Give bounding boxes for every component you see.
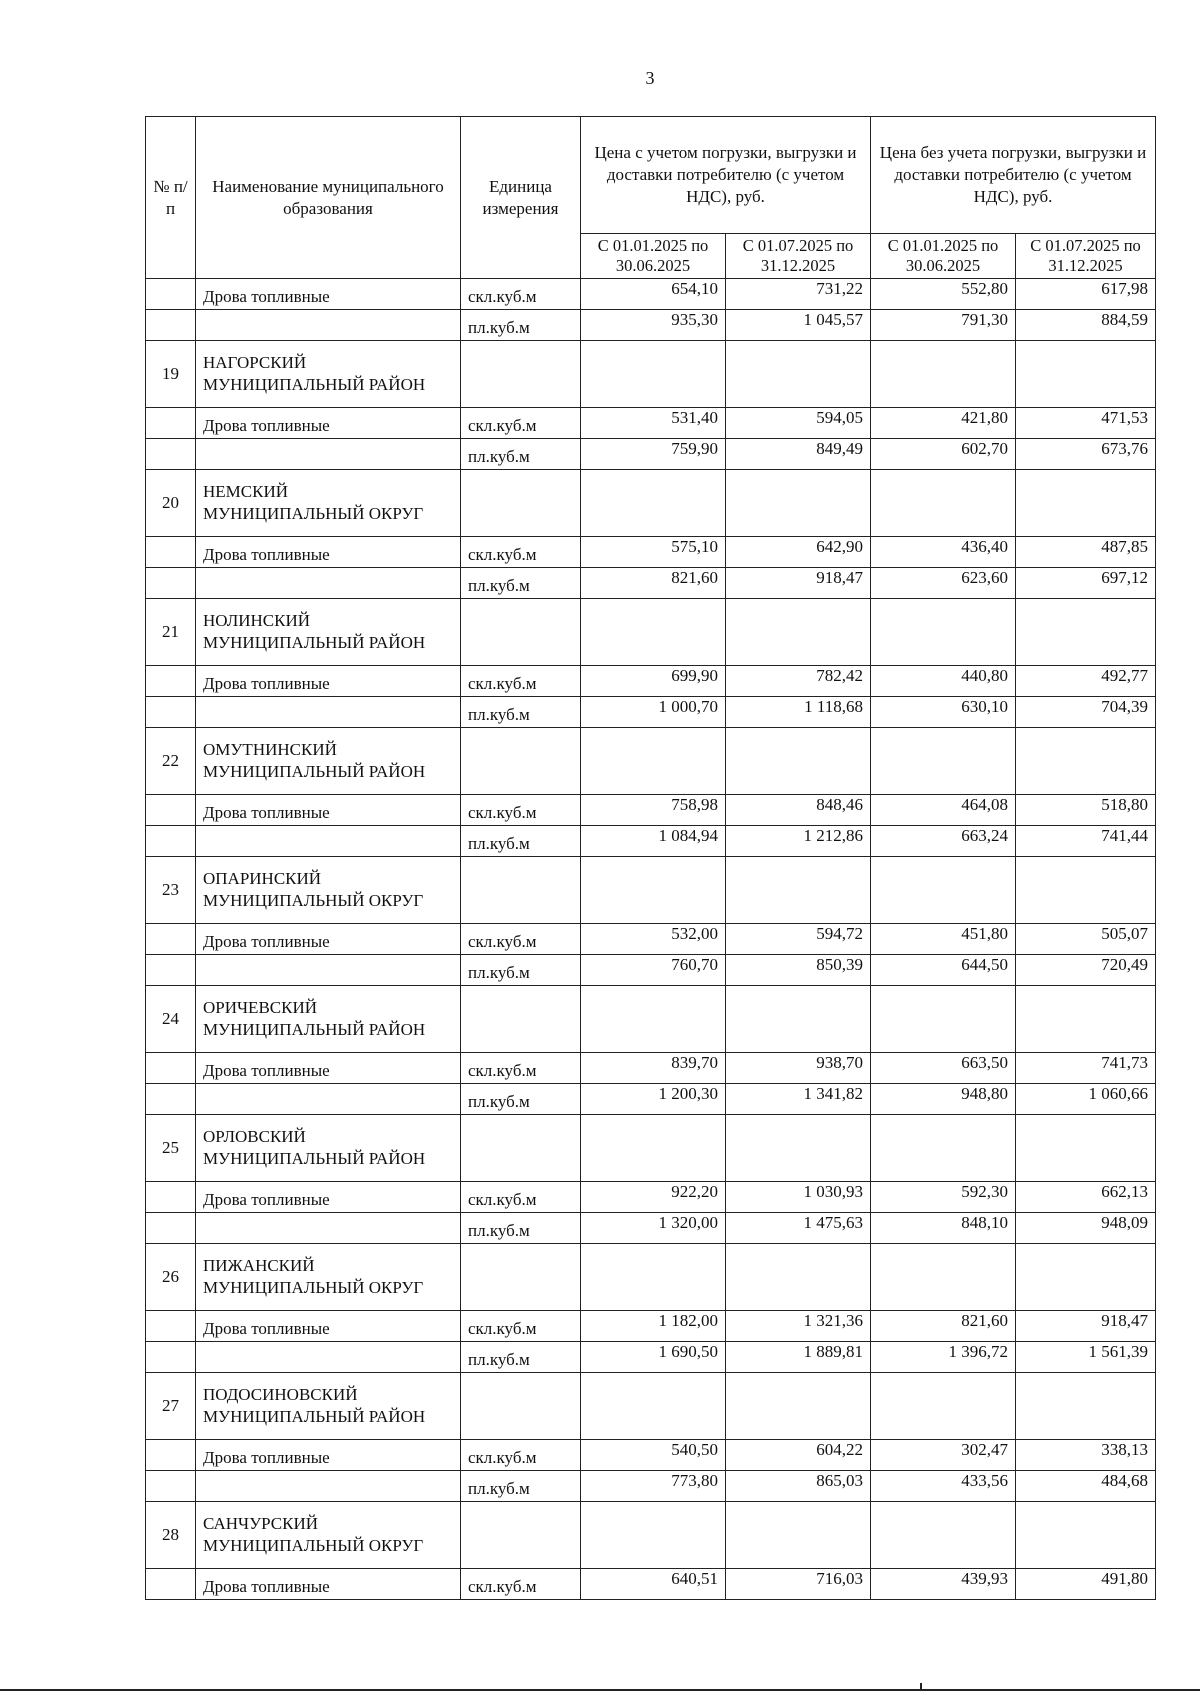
price-cell: 592,30: [871, 1182, 1016, 1213]
empty-cell: [461, 1115, 581, 1182]
price-cell: 1 396,72: [871, 1342, 1016, 1373]
price-cell: 1 889,81: [726, 1342, 871, 1373]
price-cell: 1 182,00: [581, 1311, 726, 1342]
price-cell: 821,60: [871, 1311, 1016, 1342]
page-bottom-rule: [0, 1689, 1200, 1691]
empty-cell: [726, 599, 871, 666]
product-name-cell: Дрова топливные: [196, 1182, 461, 1213]
price-cell: 720,49: [1016, 955, 1156, 986]
empty-cell: [871, 1244, 1016, 1311]
price-cell: 642,90: [726, 537, 871, 568]
unit-cell: скл.куб.м: [461, 1440, 581, 1471]
row-number-cell: [146, 666, 196, 697]
empty-cell: [1016, 1373, 1156, 1440]
product-name-cell: [196, 1342, 461, 1373]
product-name-cell: Дрова топливные: [196, 924, 461, 955]
empty-cell: [726, 341, 871, 408]
empty-cell: [581, 599, 726, 666]
price-cell: 552,80: [871, 279, 1016, 310]
table-header: [146, 117, 1156, 279]
price-cell: 644,50: [871, 955, 1016, 986]
unit-cell: пл.куб.м: [461, 568, 581, 599]
row-number-cell: [146, 1311, 196, 1342]
row-number-cell: [146, 568, 196, 599]
product-name-cell: Дрова топливные: [196, 537, 461, 568]
price-cell: 865,03: [726, 1471, 871, 1502]
empty-cell: [461, 470, 581, 537]
price-cell: 759,90: [581, 439, 726, 470]
district-name: НЕМСКИЙ МУНИЦИПАЛЬНЫЙ ОКРУГ: [196, 470, 461, 537]
empty-cell: [461, 1502, 581, 1569]
table-row: [146, 924, 1156, 955]
price-cell: 484,68: [1016, 1471, 1156, 1502]
empty-cell: [461, 857, 581, 924]
empty-cell: [871, 857, 1016, 924]
table-row: [146, 310, 1156, 341]
price-cell: 505,07: [1016, 924, 1156, 955]
unit-cell: скл.куб.м: [461, 1311, 581, 1342]
district-row: [146, 599, 1156, 666]
price-cell: 716,03: [726, 1569, 871, 1600]
district-row: [146, 986, 1156, 1053]
product-name-cell: [196, 697, 461, 728]
district-number: 26: [146, 1244, 196, 1311]
price-cell: 487,85: [1016, 537, 1156, 568]
district-number: 27: [146, 1373, 196, 1440]
district-name: ОРЛОВСКИЙ МУНИЦИПАЛЬНЫЙ РАЙОН: [196, 1115, 461, 1182]
price-cell: 922,20: [581, 1182, 726, 1213]
row-number-cell: [146, 955, 196, 986]
district-number: 25: [146, 1115, 196, 1182]
unit-cell: скл.куб.м: [461, 408, 581, 439]
price-cell: 850,39: [726, 955, 871, 986]
unit-cell: скл.куб.м: [461, 279, 581, 310]
empty-cell: [1016, 341, 1156, 408]
district-number: 21: [146, 599, 196, 666]
page-number: 3: [645, 68, 655, 88]
district-number: 24: [146, 986, 196, 1053]
price-cell: 948,80: [871, 1084, 1016, 1115]
price-cell: 1 000,70: [581, 697, 726, 728]
empty-cell: [461, 986, 581, 1053]
price-cell: 630,10: [871, 697, 1016, 728]
table-row: [146, 1471, 1156, 1502]
table-row: [146, 795, 1156, 826]
price-cell: 433,56: [871, 1471, 1016, 1502]
price-cell: 839,70: [581, 1053, 726, 1084]
price-cell: 1 475,63: [726, 1213, 871, 1244]
row-number-cell: [146, 1569, 196, 1600]
row-number-cell: [146, 924, 196, 955]
header-name: Наименование муниципального образования: [196, 117, 461, 279]
product-name-cell: [196, 826, 461, 857]
price-cell: 575,10: [581, 537, 726, 568]
price-cell: 731,22: [726, 279, 871, 310]
price-cell: 1 321,36: [726, 1311, 871, 1342]
district-row: [146, 1502, 1156, 1569]
price-cell: 938,70: [726, 1053, 871, 1084]
row-number-cell: [146, 439, 196, 470]
price-cell: 594,72: [726, 924, 871, 955]
row-number-cell: [146, 408, 196, 439]
price-cell: 1 200,30: [581, 1084, 726, 1115]
table-row: [146, 537, 1156, 568]
price-cell: 758,98: [581, 795, 726, 826]
row-number-cell: [146, 1342, 196, 1373]
product-name-cell: [196, 1471, 461, 1502]
price-cell: 623,60: [871, 568, 1016, 599]
price-cell: 338,13: [1016, 1440, 1156, 1471]
unit-cell: пл.куб.м: [461, 1471, 581, 1502]
district-name: ОРИЧЕВСКИЙ МУНИЦИПАЛЬНЫЙ РАЙОН: [196, 986, 461, 1053]
empty-cell: [461, 1244, 581, 1311]
unit-cell: пл.куб.м: [461, 1342, 581, 1373]
price-cell: 602,70: [871, 439, 1016, 470]
price-cell: 654,10: [581, 279, 726, 310]
table-row: [146, 1182, 1156, 1213]
district-row: [146, 1373, 1156, 1440]
price-cell: 704,39: [1016, 697, 1156, 728]
empty-cell: [581, 1244, 726, 1311]
district-number: 28: [146, 1502, 196, 1569]
price-table: [145, 116, 1156, 1600]
price-cell: 791,30: [871, 310, 1016, 341]
district-name: НАГОРСКИЙ МУНИЦИПАЛЬНЫЙ РАЙОН: [196, 341, 461, 408]
district-number: 22: [146, 728, 196, 795]
table-row: [146, 1311, 1156, 1342]
header-period-2: С 01.07.2025 по 31.12.2025: [1016, 234, 1156, 279]
empty-cell: [726, 470, 871, 537]
table-body: [146, 279, 1156, 1600]
empty-cell: [871, 1115, 1016, 1182]
empty-cell: [871, 599, 1016, 666]
price-cell: 663,50: [871, 1053, 1016, 1084]
price-cell: 741,44: [1016, 826, 1156, 857]
empty-cell: [871, 341, 1016, 408]
unit-cell: скл.куб.м: [461, 795, 581, 826]
empty-cell: [726, 1502, 871, 1569]
product-name-cell: [196, 439, 461, 470]
empty-cell: [1016, 1502, 1156, 1569]
district-name: ПИЖАНСКИЙ МУНИЦИПАЛЬНЫЙ ОКРУГ: [196, 1244, 461, 1311]
row-number-cell: [146, 1213, 196, 1244]
unit-cell: пл.куб.м: [461, 697, 581, 728]
district-name: ПОДОСИНОВСКИЙ МУНИЦИПАЛЬНЫЙ РАЙОН: [196, 1373, 461, 1440]
row-number-cell: [146, 1471, 196, 1502]
product-name-cell: [196, 1084, 461, 1115]
empty-cell: [581, 728, 726, 795]
district-number: 23: [146, 857, 196, 924]
price-cell: 439,93: [871, 1569, 1016, 1600]
price-cell: 848,46: [726, 795, 871, 826]
price-cell: 760,70: [581, 955, 726, 986]
unit-cell: скл.куб.м: [461, 666, 581, 697]
empty-cell: [871, 728, 1016, 795]
price-cell: 697,12: [1016, 568, 1156, 599]
row-number-cell: [146, 1084, 196, 1115]
price-cell: 663,24: [871, 826, 1016, 857]
unit-cell: пл.куб.м: [461, 1213, 581, 1244]
table-row: [146, 1569, 1156, 1600]
price-cell: 464,08: [871, 795, 1016, 826]
price-cell: 436,40: [871, 537, 1016, 568]
product-name-cell: [196, 1213, 461, 1244]
table-row: [146, 826, 1156, 857]
row-number-cell: [146, 1053, 196, 1084]
empty-cell: [1016, 857, 1156, 924]
price-cell: 492,77: [1016, 666, 1156, 697]
product-name-cell: Дрова топливные: [196, 1440, 461, 1471]
table-row: [146, 1440, 1156, 1471]
price-cell: 491,80: [1016, 1569, 1156, 1600]
table-row: [146, 568, 1156, 599]
price-cell: 699,90: [581, 666, 726, 697]
table-row: [146, 1342, 1156, 1373]
empty-cell: [461, 728, 581, 795]
price-cell: 440,80: [871, 666, 1016, 697]
product-name-cell: [196, 568, 461, 599]
district-row: [146, 470, 1156, 537]
price-cell: 1 561,39: [1016, 1342, 1156, 1373]
unit-cell: пл.куб.м: [461, 1084, 581, 1115]
header-no: № п/п: [146, 117, 196, 279]
price-cell: 1 118,68: [726, 697, 871, 728]
district-row: [146, 341, 1156, 408]
product-name-cell: [196, 955, 461, 986]
district-row: [146, 728, 1156, 795]
price-cell: 421,80: [871, 408, 1016, 439]
empty-cell: [726, 1244, 871, 1311]
price-cell: 302,47: [871, 1440, 1016, 1471]
row-number-cell: [146, 795, 196, 826]
district-name: ОМУТНИНСКИЙ МУНИЦИПАЛЬНЫЙ РАЙОН: [196, 728, 461, 795]
district-row: [146, 1244, 1156, 1311]
empty-cell: [581, 1502, 726, 1569]
price-cell: 1 030,93: [726, 1182, 871, 1213]
empty-cell: [581, 1373, 726, 1440]
price-cell: 518,80: [1016, 795, 1156, 826]
empty-cell: [461, 599, 581, 666]
empty-cell: [1016, 470, 1156, 537]
empty-cell: [581, 857, 726, 924]
unit-cell: пл.куб.м: [461, 439, 581, 470]
unit-cell: пл.куб.м: [461, 310, 581, 341]
price-cell: 451,80: [871, 924, 1016, 955]
table-row: [146, 1213, 1156, 1244]
district-row: [146, 857, 1156, 924]
row-number-cell: [146, 537, 196, 568]
price-cell: 918,47: [726, 568, 871, 599]
price-cell: 821,60: [581, 568, 726, 599]
empty-cell: [581, 986, 726, 1053]
empty-cell: [726, 857, 871, 924]
row-number-cell: [146, 1440, 196, 1471]
price-cell: 849,49: [726, 439, 871, 470]
row-number-cell: [146, 697, 196, 728]
price-cell: 1 060,66: [1016, 1084, 1156, 1115]
unit-cell: пл.куб.м: [461, 826, 581, 857]
row-number-cell: [146, 1182, 196, 1213]
header-without-delivery: Цена без учета погрузки, выгрузки и доставки потребителю (с учетом НДС), руб.: [871, 117, 1156, 234]
table-row: [146, 279, 1156, 310]
table-row: [146, 697, 1156, 728]
unit-cell: скл.куб.м: [461, 1569, 581, 1600]
page-bottom-tick: [920, 1683, 922, 1691]
price-cell: 848,10: [871, 1213, 1016, 1244]
empty-cell: [1016, 986, 1156, 1053]
table-row: [146, 666, 1156, 697]
product-name-cell: Дрова топливные: [196, 795, 461, 826]
price-cell: 604,22: [726, 1440, 871, 1471]
price-cell: 617,98: [1016, 279, 1156, 310]
empty-cell: [871, 1502, 1016, 1569]
row-number-cell: [146, 279, 196, 310]
header-period-1: С 01.01.2025 по 30.06.2025: [871, 234, 1016, 279]
table-row: [146, 439, 1156, 470]
table-row: [146, 955, 1156, 986]
product-name-cell: Дрова топливные: [196, 408, 461, 439]
header-period-1: С 01.01.2025 по 30.06.2025: [581, 234, 726, 279]
unit-cell: пл.куб.м: [461, 955, 581, 986]
price-cell: 773,80: [581, 1471, 726, 1502]
price-cell: 532,00: [581, 924, 726, 955]
header-unit: Единица измерения: [461, 117, 581, 279]
price-cell: 741,73: [1016, 1053, 1156, 1084]
price-cell: 640,51: [581, 1569, 726, 1600]
district-row: [146, 1115, 1156, 1182]
district-name: ОПАРИНСКИЙ МУНИЦИПАЛЬНЫЙ ОКРУГ: [196, 857, 461, 924]
product-name-cell: Дрова топливные: [196, 1311, 461, 1342]
price-cell: 662,13: [1016, 1182, 1156, 1213]
table-row: [146, 1084, 1156, 1115]
district-number: 20: [146, 470, 196, 537]
unit-cell: скл.куб.м: [461, 1182, 581, 1213]
row-number-cell: [146, 826, 196, 857]
unit-cell: скл.куб.м: [461, 924, 581, 955]
empty-cell: [726, 728, 871, 795]
empty-cell: [726, 986, 871, 1053]
empty-cell: [726, 1115, 871, 1182]
unit-cell: скл.куб.м: [461, 537, 581, 568]
price-cell: 1 045,57: [726, 310, 871, 341]
empty-cell: [581, 470, 726, 537]
empty-cell: [1016, 1115, 1156, 1182]
empty-cell: [871, 1373, 1016, 1440]
product-name-cell: Дрова топливные: [196, 1053, 461, 1084]
price-cell: 1 212,86: [726, 826, 871, 857]
empty-cell: [726, 1373, 871, 1440]
district-name: НОЛИНСКИЙ МУНИЦИПАЛЬНЫЙ РАЙОН: [196, 599, 461, 666]
empty-cell: [581, 341, 726, 408]
price-cell: 540,50: [581, 1440, 726, 1471]
price-cell: 594,05: [726, 408, 871, 439]
empty-cell: [581, 1115, 726, 1182]
header-period-2: С 01.07.2025 по 31.12.2025: [726, 234, 871, 279]
price-cell: 935,30: [581, 310, 726, 341]
price-cell: 918,47: [1016, 1311, 1156, 1342]
price-cell: 948,09: [1016, 1213, 1156, 1244]
price-cell: 531,40: [581, 408, 726, 439]
price-cell: 884,59: [1016, 310, 1156, 341]
empty-cell: [871, 986, 1016, 1053]
row-number-cell: [146, 310, 196, 341]
price-cell: 782,42: [726, 666, 871, 697]
price-cell: 1 690,50: [581, 1342, 726, 1373]
product-name-cell: [196, 310, 461, 341]
price-cell: 1 341,82: [726, 1084, 871, 1115]
unit-cell: скл.куб.м: [461, 1053, 581, 1084]
table-row: [146, 408, 1156, 439]
product-name-cell: Дрова топливные: [196, 279, 461, 310]
product-name-cell: Дрова топливные: [196, 666, 461, 697]
empty-cell: [461, 1373, 581, 1440]
price-cell: 673,76: [1016, 439, 1156, 470]
empty-cell: [871, 470, 1016, 537]
empty-cell: [1016, 1244, 1156, 1311]
empty-cell: [1016, 599, 1156, 666]
header-with-delivery: Цена с учетом погрузки, выгрузки и доставки потребителю (с учетом НДС), руб.: [581, 117, 871, 234]
empty-cell: [461, 341, 581, 408]
price-cell: 1 084,94: [581, 826, 726, 857]
product-name-cell: Дрова топливные: [196, 1569, 461, 1600]
empty-cell: [1016, 728, 1156, 795]
table-row: [146, 1053, 1156, 1084]
district-number: 19: [146, 341, 196, 408]
price-cell: 471,53: [1016, 408, 1156, 439]
price-cell: 1 320,00: [581, 1213, 726, 1244]
district-name: САНЧУРСКИЙ МУНИЦИПАЛЬНЫЙ ОКРУГ: [196, 1502, 461, 1569]
